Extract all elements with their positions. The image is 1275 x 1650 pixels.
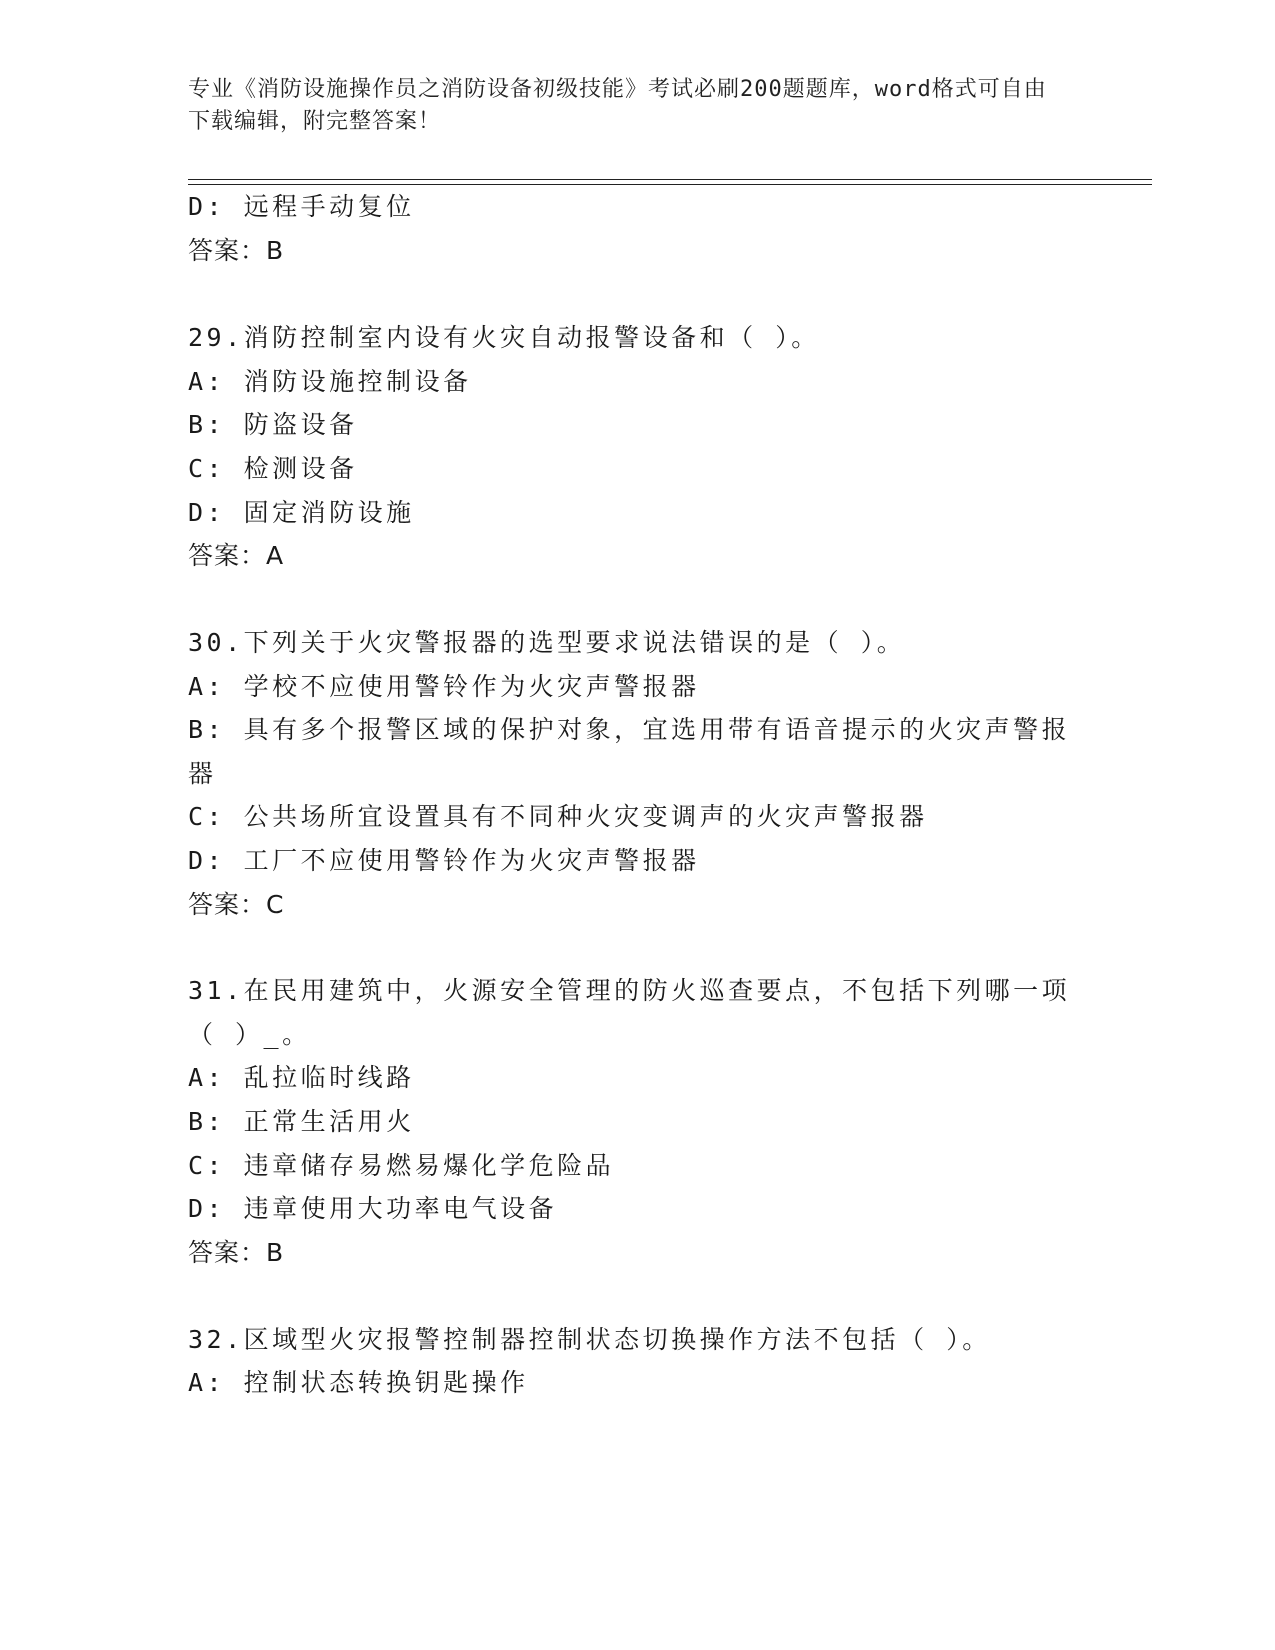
answer: 答案：C bbox=[188, 890, 285, 919]
option-d: D: 固定消防设施 bbox=[188, 498, 415, 527]
question-text: 29.消防控制室内设有火灾自动报警设备和（ ）。 bbox=[188, 323, 820, 352]
option-d: D: 工厂不应使用警铃作为火灾声警报器 bbox=[188, 846, 700, 875]
option-b-continuation: 器 bbox=[188, 759, 217, 788]
question-text-continuation: （ ）_。 bbox=[188, 1020, 311, 1049]
option-a: A: 消防设施控制设备 bbox=[188, 367, 472, 396]
option-b: B: 正常生活用火 bbox=[188, 1107, 415, 1136]
header-rule-top bbox=[188, 179, 1152, 180]
document-header: 专业《消防设施操作员之消防设备初级技能》考试必刷200题题库，word格式可自由下载编辑，附完整答案！ bbox=[188, 77, 1047, 134]
prev-option-d: D: 远程手动复位 bbox=[188, 192, 415, 221]
option-c: C: 违章储存易燃易爆化学危险品 bbox=[188, 1151, 615, 1180]
answer: 答案：A bbox=[188, 541, 285, 570]
option-a: A: 学校不应使用警铃作为火灾声警报器 bbox=[188, 672, 700, 701]
option-c: C: 检测设备 bbox=[188, 454, 358, 483]
question-text: 30.下列关于火灾警报器的选型要求说法错误的是（ ）。 bbox=[188, 628, 906, 657]
option-b: B: 防盗设备 bbox=[188, 410, 358, 439]
option-c: C: 公共场所宜设置具有不同种火灾变调声的火灾声警报器 bbox=[188, 802, 928, 831]
prev-answer: 答案：B bbox=[188, 236, 285, 265]
option-b: B: 具有多个报警区域的保护对象，宜选用带有语音提示的火灾声警报 bbox=[188, 715, 1071, 744]
option-a: A: 乱拉临时线路 bbox=[188, 1063, 415, 1092]
option-a: A: 控制状态转换钥匙操作 bbox=[188, 1368, 529, 1397]
question-text: 31.在民用建筑中，火源安全管理的防火巡查要点，不包括下列哪一项 bbox=[188, 976, 1071, 1005]
question-text: 32.区域型火灾报警控制器控制状态切换操作方法不包括（ ）。 bbox=[188, 1325, 991, 1354]
answer: 答案：B bbox=[188, 1238, 285, 1267]
header-rule-bottom bbox=[188, 184, 1152, 185]
option-d: D: 违章使用大功率电气设备 bbox=[188, 1194, 558, 1223]
